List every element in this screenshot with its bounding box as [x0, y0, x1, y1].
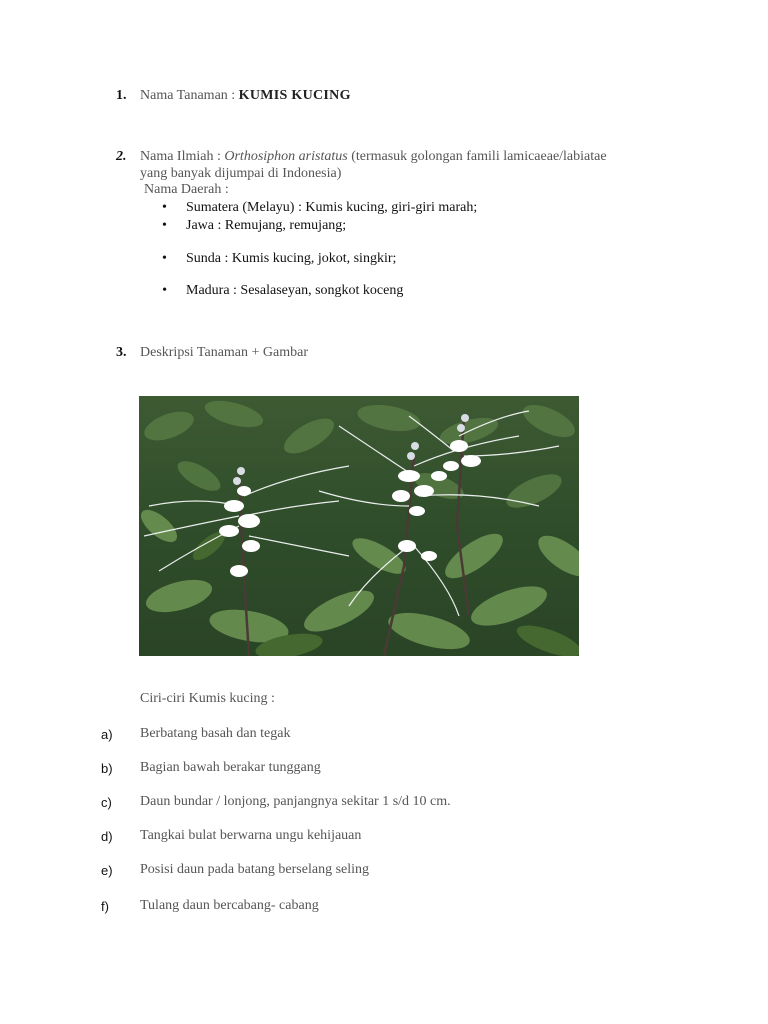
- trait-text: Daun bundar / lonjong, panjangnya sekitar 1 s/d 10 cm.: [140, 794, 451, 809]
- region-item: Sunda : Kumis kucing, jokot, singkir;: [186, 251, 397, 266]
- plant-name-value: KUMIS KUCING: [238, 88, 351, 103]
- region-item: Jawa : Remujang, remujang;: [186, 218, 347, 233]
- trait-text: Berbatang basah dan tegak: [140, 726, 291, 741]
- regional-names-label: Nama Daerah :: [144, 182, 229, 197]
- scientific-name-note: (termasuk golongan famili lamicaeae/labiatae: [347, 149, 607, 164]
- trait-text: Posisi daun pada batang berselang seling: [140, 862, 370, 877]
- section-1-number: 1.: [116, 88, 127, 103]
- trait-letter: a): [101, 727, 113, 742]
- trait-letter: e): [101, 863, 113, 878]
- bullet-icon: •: [162, 283, 167, 298]
- bullet-icon: •: [162, 251, 167, 266]
- trait-letter: b): [101, 761, 113, 776]
- plant-name-label: Nama Tanaman :: [140, 88, 239, 103]
- trait-text: Tangkai bulat berwarna ungu kehijauan: [140, 828, 362, 843]
- trait-text: Tulang daun bercabang- cabang: [140, 898, 319, 913]
- section-1-line: [140, 88, 351, 104]
- traits-heading: Ciri-ciri Kumis kucing :: [140, 691, 275, 706]
- section-3-label: Deskripsi Tanaman + Gambar: [140, 345, 308, 360]
- trait-letter: d): [101, 829, 113, 844]
- section-2-number: 2.: [116, 149, 127, 164]
- scientific-name-note-cont: yang banyak dijumpai di Indonesia): [140, 166, 342, 181]
- trait-letter: c): [101, 795, 112, 810]
- scientific-name-value: Orthosiphon aristatus: [224, 149, 348, 164]
- bullet-icon: •: [162, 218, 167, 233]
- scientific-name-line: [140, 149, 607, 165]
- trait-text: Bagian bawah berakar tunggang: [140, 760, 321, 775]
- bullet-icon: •: [162, 200, 167, 215]
- trait-letter: f): [101, 899, 109, 914]
- region-item: Madura : Sesalaseyan, songkot koceng: [186, 283, 404, 298]
- region-item: Sumatera (Melayu) : Kumis kucing, giri-giri marah;: [186, 200, 478, 215]
- scientific-name-label: Nama Ilmiah :: [140, 149, 225, 164]
- section-3-number: 3.: [116, 345, 127, 360]
- plant-photo: [139, 396, 579, 656]
